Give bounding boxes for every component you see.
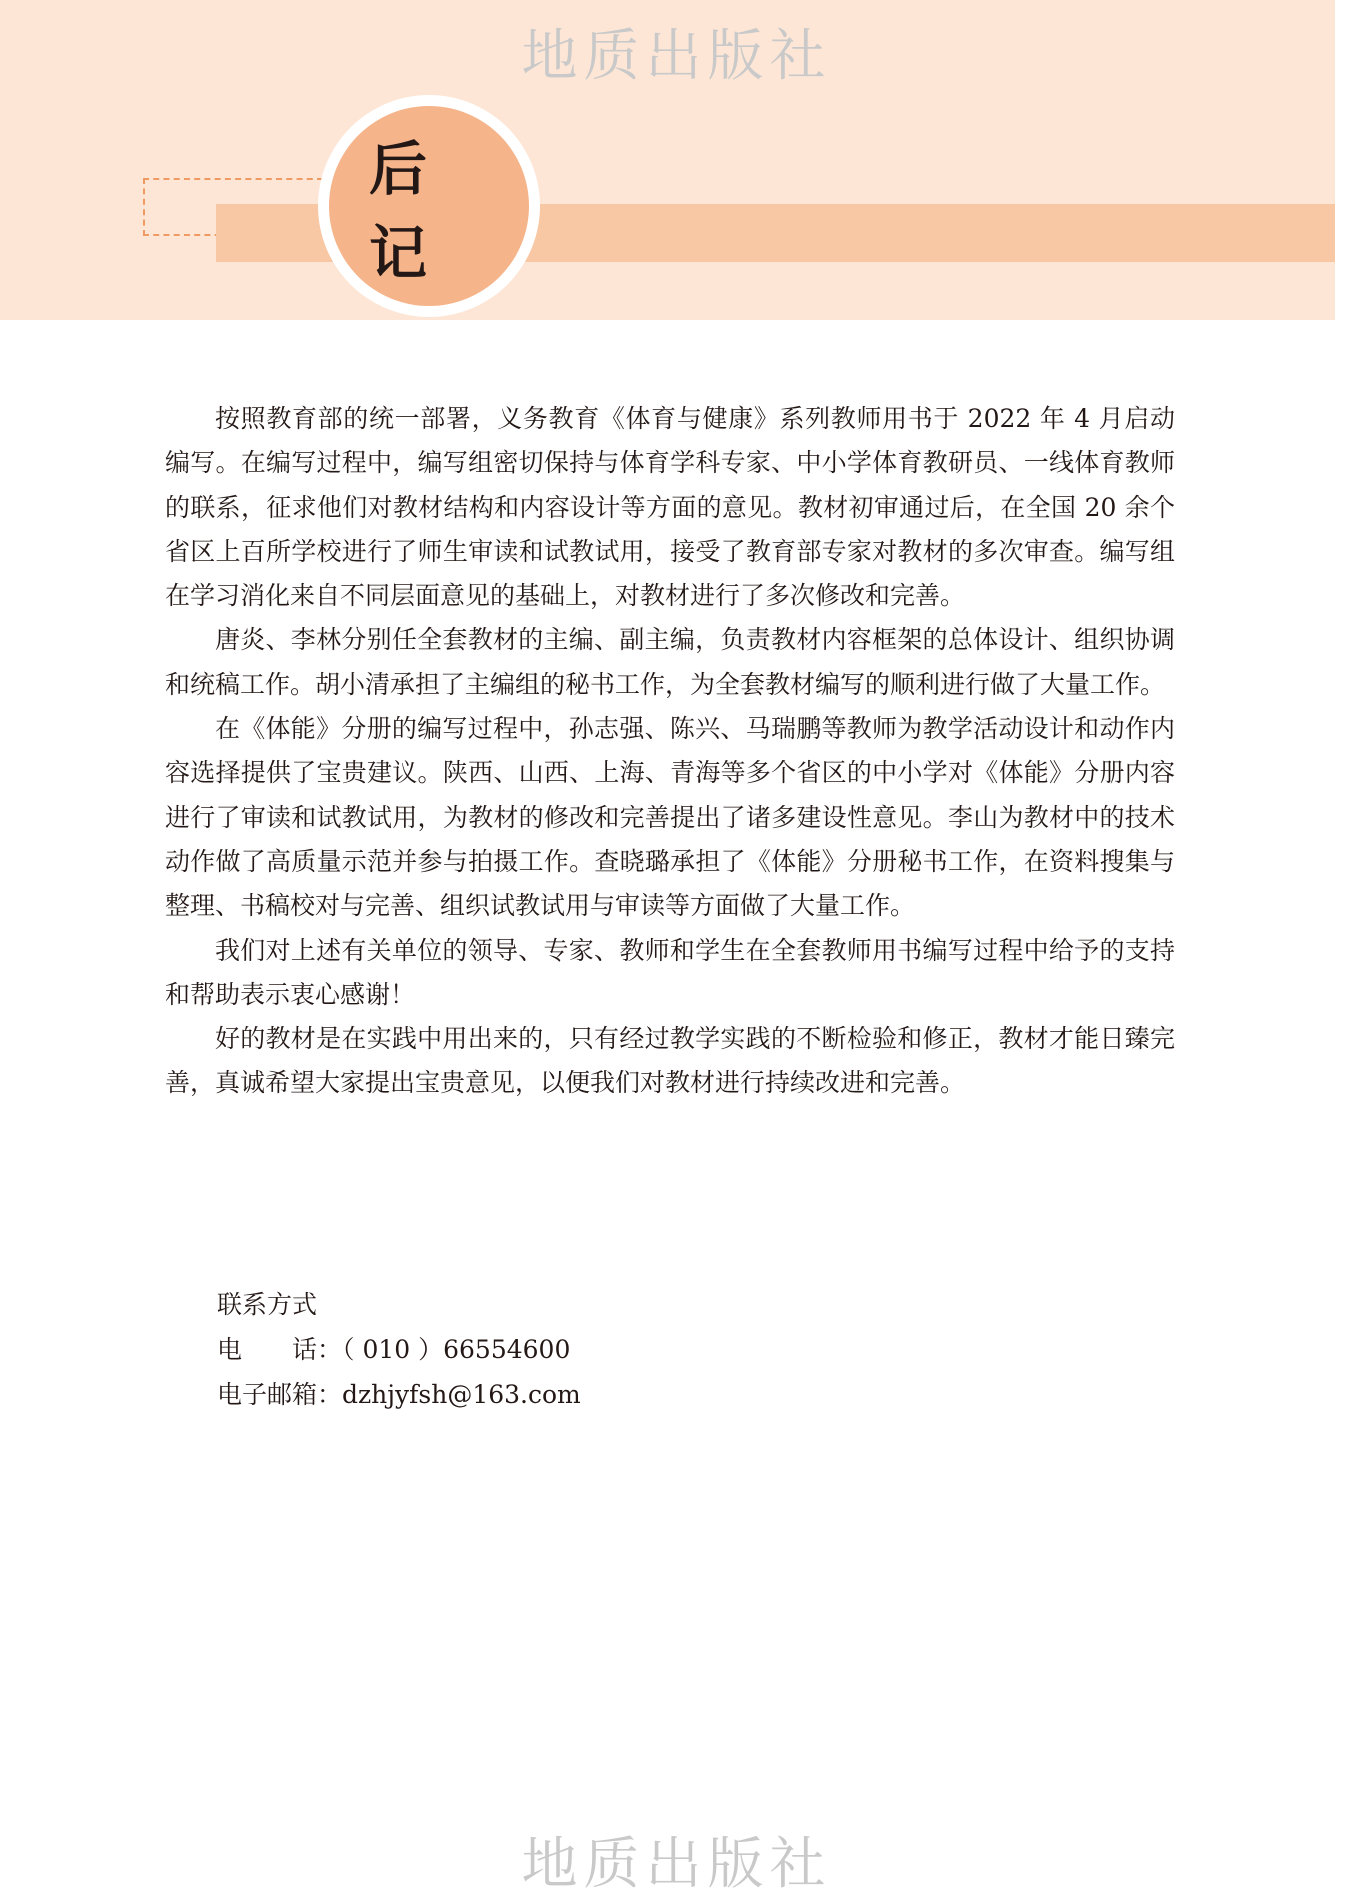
title-circle-inner (329, 106, 529, 306)
paragraph: 按照教育部的统一部署，义务教育《体育与健康》系列教师用书于 2022 年 4 月启动编写。在编写过程中，编写组密切保持与体育学科专家、中小学体育教研员、一线体育教师的联系，征求他们对教材结构和内容设计等方面的意见。教材初审通过后，在全国 20 余个省区上百所学校进行了师生审读和试教试用，接受了教育部专家对教材的多次审查。编写组在学习消化来自不同层面意见的基础上，对教材进行了多次修改和完善。 (165, 404, 1175, 611)
watermark-top: 地质出版社 (521, 24, 832, 89)
paragraph: 我们对上述有关单位的领导、专家、教师和学生在全套教师用书编写过程中给予的支持和帮助表示衷心感谢！ (165, 935, 1175, 1009)
watermark-bottom: 地质出版社 (521, 1832, 832, 1897)
contact-email: 电子邮箱：dzhjyfsh@163.com (217, 1380, 581, 1409)
title-circle (318, 95, 540, 317)
contact-heading: 联系方式 (217, 1290, 318, 1319)
paragraph: 好的教材是在实践中用出来的，只有经过教学实践的不断检验和修正，教材才能日臻完善，真诚希望大家提出宝贵意见，以便我们对教材进行持续改进和完善。 (165, 1024, 1175, 1098)
afterword-body (165, 397, 1175, 1106)
paragraph: 在《体能》分册的编写过程中，孙志强、陈兴、马瑞鹏等教师为教学活动设计和动作内容选择提供了宝贵建议。陕西、山西、上海、青海等多个省区的中小学对《体能》分册内容进行了审读和试教试用，为教材的修改和完善提出了诸多建设性意见。李山为教材中的技术动作做了高质量示范并参与拍摄工作。查晓璐承担了《体能》分册秘书工作，在资料搜集与整理、书稿校对与完善、组织试教试用与审读等方面做了大量工作。 (165, 714, 1175, 921)
contact-info (217, 1282, 581, 1417)
paragraph: 唐炎、李林分别任全套教材的主编、副主编，负责教材内容框架的总体设计、组织协调和统稿工作。胡小清承担了主编组的秘书工作，为全套教材编写的顺利进行做了大量工作。 (165, 625, 1175, 699)
page-title: 后记 (369, 135, 472, 287)
contact-phone: 电 话：（ 010 ）66554600 (217, 1335, 571, 1364)
